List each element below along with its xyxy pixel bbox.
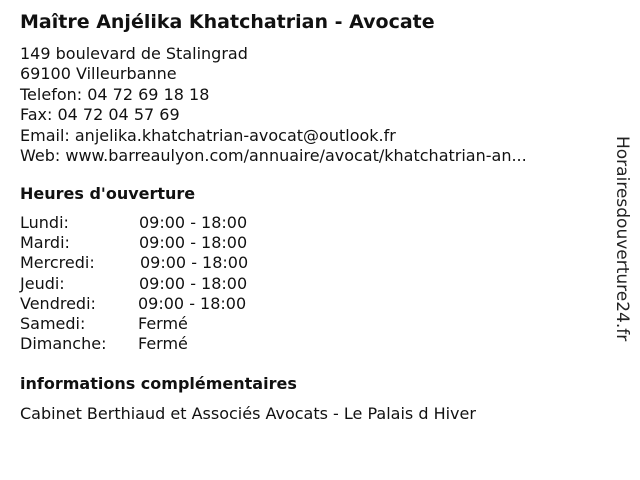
day-label: Lundi: — [20, 213, 69, 232]
day-label: Jeudi: — [20, 273, 65, 293]
hours-row-monday — [20, 213, 320, 233]
info-heading: informations complémentaires — [20, 374, 297, 393]
hours-row-saturday — [20, 314, 320, 334]
time-value: 09:00 - 18:00 — [140, 253, 249, 273]
hours-row-wednesday — [20, 253, 320, 273]
time-value: Fermé — [138, 313, 188, 333]
time-value: 09:00 - 18:00 — [138, 293, 247, 313]
time-value: Fermé — [138, 334, 188, 354]
fax-line: Fax: 04 72 04 57 69 — [20, 105, 180, 125]
info-text: Cabinet Berthiaud et Associés Avocats - Le Palais d Hiver — [20, 404, 476, 423]
phone-line: Telefon: 04 72 69 18 18 — [20, 84, 210, 104]
street-address: 149 boulevard de Stalingrad — [20, 44, 248, 63]
day-label: Mardi: — [20, 233, 70, 253]
page-title: Maître Anjélika Khatchatrian - Avocate — [20, 11, 435, 33]
hours-row-thursday — [20, 274, 320, 294]
day-label: Dimanche: — [20, 334, 107, 354]
day-label: Mercredi: — [20, 253, 95, 273]
site-watermark: Horairesdouverture24.fr — [612, 136, 632, 342]
hours-row-friday — [20, 294, 320, 314]
time-value: 09:00 - 18:00 — [139, 233, 248, 253]
hours-row-tuesday — [20, 233, 320, 253]
day-label: Vendredi: — [20, 293, 96, 313]
email-line: Email: anjelika.khatchatrian-avocat@outlook.fr — [20, 125, 396, 145]
hours-row-sunday — [20, 334, 320, 354]
city-postcode: 69100 Villeurbanne — [20, 64, 177, 84]
day-label: Samedi: — [20, 313, 86, 333]
contact-block — [20, 44, 527, 166]
time-value: 09:00 - 18:00 — [139, 213, 248, 232]
time-value: 09:00 - 18:00 — [139, 273, 248, 293]
hours-heading: Heures d'ouverture — [20, 184, 196, 203]
web-line: Web: www.barreaulyon.com/annuaire/avocat/khatchatrian-an... — [20, 145, 527, 165]
hours-table — [20, 213, 320, 354]
